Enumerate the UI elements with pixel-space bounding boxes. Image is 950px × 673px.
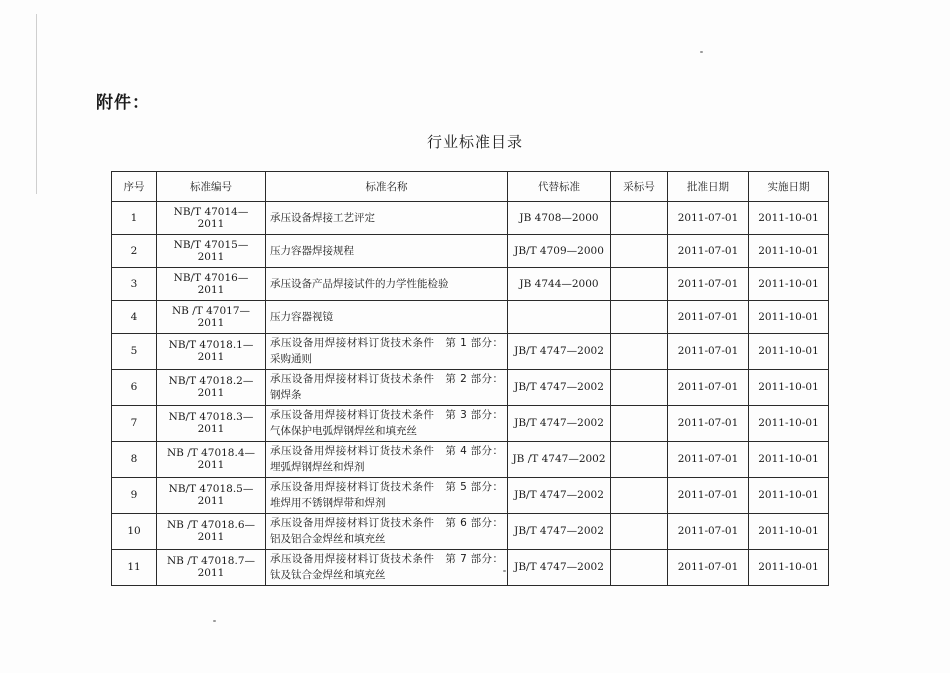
standard-name-line: 承压设备用焊接材料订货技术条件 第 2 部分： (270, 373, 503, 386)
standard-name-line: 压力容器视镜 (270, 310, 333, 323)
row-number-cell: 1 (112, 202, 157, 235)
standard-name-line: 堆焊用不锈钢焊带和焊剂 (270, 497, 386, 510)
standard-name-line: 采购通则 (270, 353, 312, 366)
standard-code-cell: NB/T 47018.5—2011 (157, 477, 266, 513)
row-number-cell: 3 (112, 267, 157, 300)
standard-name-line: 承压设备用焊接材料订货技术条件 第 3 部分： (270, 409, 503, 422)
standard-name-line: 承压设备焊接工艺评定 (270, 211, 375, 224)
table-row (112, 369, 829, 405)
standard-name-line: 承压设备产品焊接试件的力学性能检验 (270, 277, 449, 290)
replaced-standard-cell: JB/T 4747—2002 (508, 477, 611, 513)
table-row (112, 333, 829, 369)
adopted-standard-cell (611, 477, 668, 513)
scan-speck (213, 620, 216, 622)
effective-date-cell: 2011-10-01 (749, 477, 829, 513)
standard-code-cell: NB /T 47018.4—2011 (157, 441, 266, 477)
approval-date-cell: 2011-07-01 (668, 234, 749, 267)
standard-name-cell (266, 333, 508, 369)
standard-name-line: 承压设备用焊接材料订货技术条件 第 4 部分： (270, 445, 503, 458)
effective-date-cell: 2011-10-01 (749, 234, 829, 267)
table-row (112, 441, 829, 477)
standard-name-line: 气体保护电弧焊钢焊丝和填充丝 (270, 425, 417, 438)
approval-date-cell: 2011-07-01 (668, 300, 749, 333)
approval-date-cell: 2011-07-01 (668, 267, 749, 300)
effective-date-cell: 2011-10-01 (749, 405, 829, 441)
effective-date-cell: 2011-10-01 (749, 267, 829, 300)
adopted-standard-cell (611, 405, 668, 441)
table-row (112, 477, 829, 513)
column-header-name: 标准名称 (266, 172, 508, 202)
standard-name-cell (266, 369, 508, 405)
standard-name-cell (266, 513, 508, 549)
attachment-label: 附件： (96, 93, 150, 113)
replaced-standard-cell (508, 300, 611, 333)
adopted-standard-cell (611, 234, 668, 267)
standard-code-cell: NB/T 47014—2011 (157, 202, 266, 235)
replaced-standard-cell: JB/T 4747—2002 (508, 549, 611, 585)
standard-code-cell: NB /T 47018.7—2011 (157, 549, 266, 585)
approval-date-cell: 2011-07-01 (668, 202, 749, 235)
approval-date-cell: 2011-07-01 (668, 333, 749, 369)
replaced-standard-cell: JB 4708—2000 (508, 202, 611, 235)
standard-name-cell (266, 477, 508, 513)
table-row (112, 513, 829, 549)
table-row (112, 202, 829, 235)
standard-code-cell: NB/T 47018.3—2011 (157, 405, 266, 441)
approval-date-cell: 2011-07-01 (668, 441, 749, 477)
replaced-standard-cell: JB 4744—2000 (508, 267, 611, 300)
row-number-cell: 7 (112, 405, 157, 441)
row-number-cell: 11 (112, 549, 157, 585)
standard-code-cell: NB/T 47018.1—2011 (157, 333, 266, 369)
column-header-replaces: 代替标准 (508, 172, 611, 202)
column-header-no: 序号 (112, 172, 157, 202)
standard-code-cell: NB/T 47018.2—2011 (157, 369, 266, 405)
standard-name-line: 埋弧焊钢焊丝和焊剂 (270, 461, 365, 474)
standard-name-cell (266, 405, 508, 441)
standard-name-cell (266, 549, 508, 585)
row-number-cell: 6 (112, 369, 157, 405)
replaced-standard-cell: JB/T 4747—2002 (508, 513, 611, 549)
replaced-standard-cell: JB/T 4747—2002 (508, 405, 611, 441)
standard-name-line: 铝及铝合金焊丝和填充丝 (270, 533, 386, 546)
table-row (112, 234, 829, 267)
replaced-standard-cell: JB/T 4747—2002 (508, 333, 611, 369)
row-number-cell: 2 (112, 234, 157, 267)
approval-date-cell: 2011-07-01 (668, 405, 749, 441)
approval-date-cell: 2011-07-01 (668, 369, 749, 405)
standard-name-cell (266, 234, 508, 267)
replaced-standard-cell: JB /T 4747—2002 (508, 441, 611, 477)
table-row (112, 300, 829, 333)
effective-date-cell: 2011-10-01 (749, 513, 829, 549)
row-number-cell: 8 (112, 441, 157, 477)
adopted-standard-cell (611, 369, 668, 405)
approval-date-cell: 2011-07-01 (668, 513, 749, 549)
adopted-standard-cell (611, 513, 668, 549)
standard-name-line: 承压设备用焊接材料订货技术条件 第 1 部分： (270, 337, 503, 350)
effective-date-cell: 2011-10-01 (749, 549, 829, 585)
standard-name-line: 承压设备用焊接材料订货技术条件 第 6 部分： (270, 517, 503, 530)
adopted-standard-cell (611, 202, 668, 235)
table-row (112, 267, 829, 300)
row-number-cell: 9 (112, 477, 157, 513)
table-row (112, 405, 829, 441)
standard-code-cell: NB/T 47016—2011 (157, 267, 266, 300)
row-number-cell: 5 (112, 333, 157, 369)
replaced-standard-cell: JB/T 4709—2000 (508, 234, 611, 267)
standard-name-cell (266, 300, 508, 333)
standard-name-cell (266, 441, 508, 477)
scan-edge-line (36, 14, 37, 194)
standard-name-line: 承压设备用焊接材料订货技术条件 第 7 部分： (270, 553, 503, 566)
document-title: 行业标准目录 (426, 133, 523, 151)
column-header-approved: 批准日期 (668, 172, 749, 202)
replaced-standard-cell: JB/T 4747—2002 (508, 369, 611, 405)
table-header-row (112, 172, 829, 202)
adopted-standard-cell (611, 441, 668, 477)
standard-name-cell (266, 202, 508, 235)
standard-name-cell (266, 267, 508, 300)
column-header-adopted: 采标号 (611, 172, 668, 202)
adopted-standard-cell (611, 549, 668, 585)
effective-date-cell: 2011-10-01 (749, 441, 829, 477)
standard-code-cell: NB /T 47017—2011 (157, 300, 266, 333)
effective-date-cell: 2011-10-01 (749, 369, 829, 405)
effective-date-cell: 2011-10-01 (749, 300, 829, 333)
table-row (112, 549, 829, 585)
standard-name-line: 压力容器焊接规程 (270, 244, 354, 257)
row-number-cell: 10 (112, 513, 157, 549)
column-header-code: 标准编号 (157, 172, 266, 202)
standard-code-cell: NB /T 47018.6—2011 (157, 513, 266, 549)
standard-code-cell: NB/T 47015—2011 (157, 234, 266, 267)
approval-date-cell: 2011-07-01 (668, 549, 749, 585)
adopted-standard-cell (611, 300, 668, 333)
standard-name-line: 承压设备用焊接材料订货技术条件 第 5 部分： (270, 481, 503, 494)
adopted-standard-cell (611, 267, 668, 300)
standard-name-line: 钢焊条 (270, 389, 302, 402)
effective-date-cell: 2011-10-01 (749, 333, 829, 369)
column-header-effective: 实施日期 (749, 172, 829, 202)
standards-table (111, 171, 829, 586)
row-number-cell: 4 (112, 300, 157, 333)
scan-speck (700, 51, 703, 53)
effective-date-cell: 2011-10-01 (749, 202, 829, 235)
standard-name-line: 钛及钛合金焊丝和填充丝 (270, 569, 386, 582)
adopted-standard-cell (611, 333, 668, 369)
approval-date-cell: 2011-07-01 (668, 477, 749, 513)
